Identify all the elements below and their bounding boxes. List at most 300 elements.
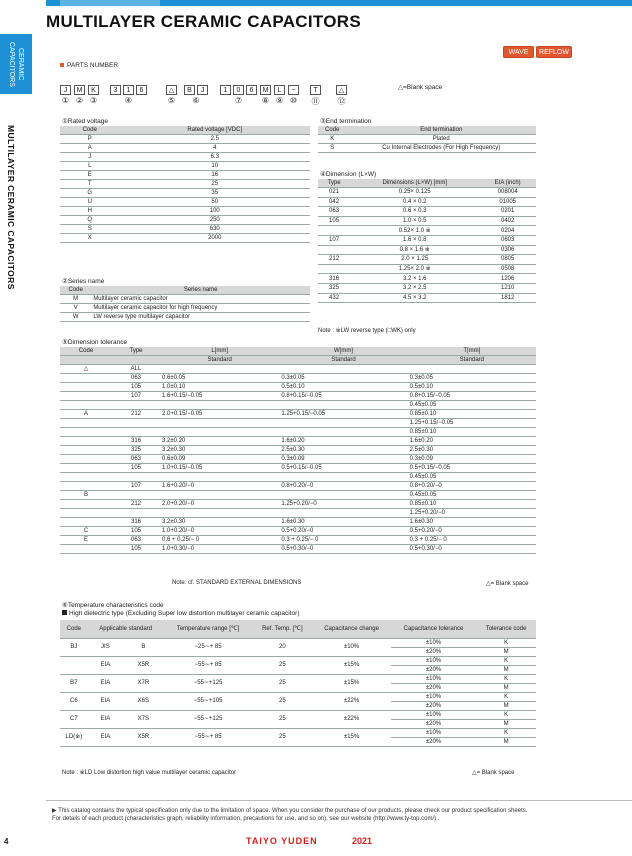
table-cell: 0.5+0.20/−0 xyxy=(408,527,536,536)
voltage-row xyxy=(60,153,310,162)
column-header: Code xyxy=(60,620,88,638)
table-cell: EIA xyxy=(88,656,123,674)
table-cell: 0.8+0.20/−0 xyxy=(279,482,407,491)
table-cell: 10 xyxy=(120,162,310,171)
table-cell: −55∼+ 85 xyxy=(164,728,253,746)
table-cell: 1812 xyxy=(479,293,536,303)
table-cell: ±10% xyxy=(391,656,476,665)
tolerance-row xyxy=(60,509,536,518)
table-cell: ±20% xyxy=(391,719,476,728)
table-cell: 0.85±0.10 xyxy=(408,410,536,419)
table-cell xyxy=(160,428,279,437)
temperature-subheading: High dielectric type (Excluding Super low distortion multilayer ceramic capacitor) xyxy=(62,610,299,617)
table-cell: ±20% xyxy=(391,683,476,692)
table-cell: ±20% xyxy=(391,737,476,746)
table-cell: 630 xyxy=(120,225,310,234)
table-cell: 25 xyxy=(120,180,310,189)
voltage-row xyxy=(60,189,310,198)
table-cell: 0.6±0.05 xyxy=(160,374,279,383)
table-cell: 1.25+0.20/−0 xyxy=(408,509,536,518)
table-cell: ±20% xyxy=(391,647,476,656)
table-cell xyxy=(60,473,112,482)
table-cell: 1.25+0.15/−0.05 xyxy=(279,410,407,419)
table-cell xyxy=(160,419,279,428)
table-cell: 1210 xyxy=(479,283,536,293)
table-cell: 100 xyxy=(120,207,310,216)
table-cell xyxy=(60,383,112,392)
tolerance-row xyxy=(60,518,536,527)
column-header: Series name xyxy=(91,286,310,295)
table-cell: M xyxy=(476,647,536,656)
tolerance-row xyxy=(60,401,536,410)
series-row xyxy=(60,295,310,304)
part-char-box: 1 xyxy=(220,85,231,95)
part-index-number: ① xyxy=(61,96,70,105)
tolerance-row xyxy=(60,374,536,383)
table-cell: 042 xyxy=(318,197,350,207)
tolerance-row xyxy=(60,527,536,536)
table-cell xyxy=(279,428,407,437)
side-category-tab[interactable]: CERAMIC CAPACITORS xyxy=(0,34,32,94)
tolerance-row xyxy=(60,545,536,554)
table-cell: 6.3 xyxy=(120,153,310,162)
temperature-row xyxy=(60,710,536,719)
voltage-row xyxy=(60,162,310,171)
table-cell xyxy=(60,392,112,401)
part-char-box: △ xyxy=(336,85,347,95)
table-cell: ALL xyxy=(112,365,160,374)
column-header: Temperature range [℃] xyxy=(164,620,253,638)
table-cell: 25 xyxy=(253,656,313,674)
footer-text: ▶ This catalog contains the typical specification only due to the limitation of space. When you consider the purchase of our products, please check our product specification sheets. For details of each product (characteristics graph, reliability information, precautions for use, and so on), see our website (http://www.ty-top.com/) . xyxy=(52,808,528,822)
table-cell: 1.6+0.15/−0.05 xyxy=(160,392,279,401)
table-cell: T xyxy=(60,180,120,189)
table-cell: BJ xyxy=(60,638,88,656)
page-number: 4 xyxy=(4,837,9,846)
table-cell xyxy=(112,428,160,437)
table-cell xyxy=(60,446,112,455)
table-cell: 0201 xyxy=(479,207,536,217)
table-cell xyxy=(112,401,160,410)
dimension-row xyxy=(318,226,536,236)
table-cell: V xyxy=(60,304,91,313)
table-cell: 316 xyxy=(112,437,160,446)
dimension-table xyxy=(318,179,536,303)
table-cell: 01005 xyxy=(479,197,536,207)
table-cell: K xyxy=(476,674,536,683)
table-cell: 2000 xyxy=(120,234,310,243)
part-char-box: − xyxy=(288,85,299,95)
table-cell: −55∼+105 xyxy=(164,692,253,710)
table-cell xyxy=(318,264,350,274)
column-header: Applicable standard xyxy=(88,620,164,638)
table-cell: 212 xyxy=(112,410,160,419)
table-cell: 1.6+0.20/−0 xyxy=(160,482,279,491)
table-cell: C xyxy=(60,527,112,536)
table-cell: −55∼+125 xyxy=(164,674,253,692)
table-cell: 021 xyxy=(318,188,350,198)
table-cell: 0.3±0.05 xyxy=(279,374,407,383)
table-cell: 063 xyxy=(112,455,160,464)
voltage-row xyxy=(60,180,310,189)
table-cell xyxy=(160,401,279,410)
table-cell: EIA xyxy=(88,728,123,746)
table-cell: K xyxy=(476,710,536,719)
table-cell: M xyxy=(476,737,536,746)
table-cell: 0.6 × 0.3 xyxy=(350,207,479,217)
part-index-number: ② xyxy=(75,96,84,105)
table-cell: 0.45±0.05 xyxy=(408,491,536,500)
table-cell: 0.85±0.10 xyxy=(408,500,536,509)
brand-logo: TAIYO YUDEN xyxy=(246,836,318,846)
column-header: Code xyxy=(60,286,91,295)
table-cell xyxy=(318,226,350,236)
column-header: Capacitance tolerance xyxy=(391,620,476,638)
temperature-row xyxy=(60,638,536,647)
page-title: MULTILAYER CERAMIC CAPACITORS xyxy=(46,12,362,31)
table-cell: 1.6±0.20 xyxy=(279,437,407,446)
table-cell xyxy=(279,365,407,374)
tolerance-note: Note: cf. STANDARD EXTERNAL DIMENSIONS xyxy=(172,580,302,586)
table-cell: 0.3 + 0.25/− 0 xyxy=(408,536,536,545)
end-termination-table xyxy=(318,126,536,153)
table-cell: ±10% xyxy=(391,710,476,719)
table-cell: 250 xyxy=(120,216,310,225)
table-cell: −55∼+125 xyxy=(164,710,253,728)
column-header: Rated voltage [VDC] xyxy=(120,126,310,135)
table-cell: 2.0+0.20/−0 xyxy=(160,500,279,509)
table-cell: 105 xyxy=(112,383,160,392)
table-cell: 2.5±0.30 xyxy=(279,446,407,455)
column-header: Tolerance code xyxy=(476,620,536,638)
table-cell: M xyxy=(476,701,536,710)
table-cell xyxy=(160,473,279,482)
parts-blank-note: △=Blank space xyxy=(398,84,443,91)
tolerance-row xyxy=(60,491,536,500)
voltage-row xyxy=(60,144,310,153)
reflow-badge: REFLOW xyxy=(536,46,572,58)
column-header: Code xyxy=(318,126,346,135)
table-cell: 0.45±0.05 xyxy=(408,473,536,482)
table-cell: 105 xyxy=(112,464,160,473)
table-cell: 2.5 xyxy=(120,135,310,144)
part-char-box: K xyxy=(88,85,99,95)
part-char-box: T xyxy=(310,85,321,95)
table-cell xyxy=(60,518,112,527)
table-cell: 1.6±0.30 xyxy=(279,518,407,527)
table-cell: B xyxy=(60,491,112,500)
table-cell: EIA xyxy=(88,692,123,710)
table-cell xyxy=(160,509,279,518)
table-cell xyxy=(60,464,112,473)
table-cell: 0508 xyxy=(479,264,536,274)
table-cell: ±15% xyxy=(312,656,391,674)
voltage-row xyxy=(60,135,310,144)
table-cell: A xyxy=(60,410,112,419)
part-char-box: M xyxy=(74,85,85,95)
table-cell: 008004 xyxy=(479,188,536,198)
part-index-number: ⑩ xyxy=(289,96,298,105)
temperature-row xyxy=(60,692,536,701)
column-header: T[mm] xyxy=(408,347,536,356)
table-cell: 25 xyxy=(253,674,313,692)
table-cell: 0.6 + 0.25/− 0 xyxy=(160,536,279,545)
termination-row xyxy=(318,144,536,153)
table-cell: 2.0 × 1.25 xyxy=(350,255,479,265)
table-cell: 25 xyxy=(253,710,313,728)
table-cell: X7S xyxy=(123,710,164,728)
table-cell: Plated xyxy=(346,135,536,144)
table-cell: 0.5+0.15/−0.05 xyxy=(408,464,536,473)
table-cell: 063 xyxy=(112,536,160,545)
table-cell: 0402 xyxy=(479,216,536,226)
temperature-blank-note: △= Blank space xyxy=(472,770,515,776)
table-cell: ±10% xyxy=(391,692,476,701)
table-cell: 432 xyxy=(318,293,350,303)
temperature-row xyxy=(60,656,536,665)
column-subheader: Standard xyxy=(160,356,279,365)
temperature-table xyxy=(60,620,536,747)
dimension-row xyxy=(318,188,536,198)
table-cell: 50 xyxy=(120,198,310,207)
table-cell: ±20% xyxy=(391,701,476,710)
table-cell: 0.5+0.30/−0 xyxy=(279,545,407,554)
table-cell: 0.52× 1.0 ※ xyxy=(350,226,479,236)
table-cell: W xyxy=(60,313,91,322)
table-cell xyxy=(60,509,112,518)
table-cell: 0.6±0.09 xyxy=(160,455,279,464)
table-cell: 0.45±0.05 xyxy=(408,401,536,410)
temperature-row xyxy=(60,728,536,737)
part-char-box: 6 xyxy=(246,85,257,95)
column-subheader: Standard xyxy=(408,356,536,365)
voltage-row xyxy=(60,225,310,234)
table-cell: EIA xyxy=(88,710,123,728)
tolerance-row xyxy=(60,365,536,374)
table-cell: 107 xyxy=(318,235,350,245)
tolerance-row xyxy=(60,437,536,446)
table-cell: 3.2 × 1.6 xyxy=(350,274,479,284)
table-cell: Multilayer ceramic capacitor xyxy=(91,295,310,304)
table-cell: 0306 xyxy=(479,245,536,255)
table-cell xyxy=(60,374,112,383)
table-cell xyxy=(60,482,112,491)
temperature-note: Note : ※LD Low distortion high value multilayer ceramic capacitor xyxy=(62,770,237,776)
table-cell xyxy=(318,245,350,255)
table-cell: −25∼+ 85 xyxy=(164,638,253,656)
table-cell: 0.8 × 1.6 ※ xyxy=(350,245,479,255)
table-cell xyxy=(112,509,160,518)
parts-number-heading: PARTS NUMBER xyxy=(60,62,118,69)
table-cell: 0204 xyxy=(479,226,536,236)
table-cell: 1.25× 2.0 ※ xyxy=(350,264,479,274)
table-cell: 063 xyxy=(318,207,350,217)
table-cell xyxy=(60,419,112,428)
table-cell: L xyxy=(60,162,120,171)
tolerance-row xyxy=(60,392,536,401)
table-cell xyxy=(60,455,112,464)
column-header: Ref. Temp. [℃] xyxy=(253,620,313,638)
table-cell: J xyxy=(60,153,120,162)
column-header: Code xyxy=(60,126,120,135)
dimension-row xyxy=(318,216,536,226)
table-cell: 1.6±0.20 xyxy=(408,437,536,446)
table-cell: 0.5+0.30/−0 xyxy=(408,545,536,554)
part-char-box: B xyxy=(184,85,195,95)
table-cell xyxy=(60,437,112,446)
table-cell xyxy=(408,365,536,374)
table-cell: K xyxy=(318,135,346,144)
table-cell: 2.0+0.15/−0.05 xyxy=(160,410,279,419)
column-subheader: Standard xyxy=(279,356,407,365)
table-cell: 0.85±0.10 xyxy=(408,428,536,437)
tolerance-row xyxy=(60,428,536,437)
series-name-heading: ②Series name xyxy=(62,278,105,285)
part-index-number: ⑥ xyxy=(192,96,200,105)
table-cell: ±15% xyxy=(312,728,391,746)
part-char-box: 6 xyxy=(136,85,147,95)
table-cell: 16 xyxy=(120,171,310,180)
table-cell xyxy=(160,365,279,374)
table-cell: 325 xyxy=(112,446,160,455)
table-cell: Multilayer ceramic capacitor for high frequency xyxy=(91,304,310,313)
table-cell: EIA xyxy=(88,674,123,692)
table-cell: X5R xyxy=(123,728,164,746)
table-cell xyxy=(60,545,112,554)
temperature-heading: ⑥Temperature characteristics code xyxy=(62,602,164,609)
table-cell: LW reverse type multilayer capacitor xyxy=(91,313,310,322)
table-cell: 105 xyxy=(318,216,350,226)
table-cell: 1.0+0.20/−0 xyxy=(160,527,279,536)
tolerance-row xyxy=(60,482,536,491)
column-header: Dimensions (L×W) [mm] xyxy=(350,179,479,188)
voltage-row xyxy=(60,198,310,207)
table-cell: 0.3 + 0.25/− 0 xyxy=(279,536,407,545)
tolerance-row xyxy=(60,536,536,545)
table-cell xyxy=(112,419,160,428)
table-cell xyxy=(279,401,407,410)
catalog-year: 2021 xyxy=(352,836,373,846)
tolerance-row xyxy=(60,464,536,473)
table-cell: 3.2±0.30 xyxy=(160,518,279,527)
temperature-row xyxy=(60,674,536,683)
part-index-number: ⑦ xyxy=(234,96,243,105)
table-cell xyxy=(60,428,112,437)
column-header: L[mm] xyxy=(160,347,279,356)
table-cell: 3.2±0.20 xyxy=(160,437,279,446)
table-cell: 1.6±0.30 xyxy=(408,518,536,527)
table-cell: −55∼+ 85 xyxy=(164,656,253,674)
wave-badge: WAVE xyxy=(503,46,534,58)
table-cell: 25 xyxy=(253,728,313,746)
table-cell: C7 xyxy=(60,710,88,728)
table-cell: ±10% xyxy=(391,638,476,647)
table-cell: △ xyxy=(60,365,112,374)
table-cell: H xyxy=(60,207,120,216)
tolerance-row xyxy=(60,410,536,419)
table-cell: 1.0 × 0.5 xyxy=(350,216,479,226)
table-cell: 0.8+0.20/−0 xyxy=(408,482,536,491)
table-cell xyxy=(279,419,407,428)
table-cell: S xyxy=(318,144,346,153)
table-cell: X5R xyxy=(123,656,164,674)
table-cell: ±10% xyxy=(391,728,476,737)
footer-divider xyxy=(46,800,632,801)
part-index-number: ⑨ xyxy=(275,96,284,105)
table-cell: K xyxy=(476,728,536,737)
table-cell: X7R xyxy=(123,674,164,692)
table-cell: 1.6 × 0.8 xyxy=(350,235,479,245)
table-cell: 0.5+0.20/−0 xyxy=(279,527,407,536)
table-cell: 25 xyxy=(253,692,313,710)
dimension-row xyxy=(318,274,536,284)
dimension-row xyxy=(318,293,536,303)
table-cell: K xyxy=(476,656,536,665)
column-header: W[mm] xyxy=(279,347,407,356)
dimension-row xyxy=(318,283,536,293)
part-char-box: L xyxy=(274,85,285,95)
table-cell: 0805 xyxy=(479,255,536,265)
table-cell xyxy=(160,491,279,500)
tolerance-row xyxy=(60,419,536,428)
dimension-row xyxy=(318,207,536,217)
dimension-note: Note : ※LW reverse type (□WK) only xyxy=(318,328,416,334)
table-cell: ±20% xyxy=(391,665,476,674)
table-cell xyxy=(60,401,112,410)
table-cell: X6S xyxy=(123,692,164,710)
table-cell: Q xyxy=(60,216,120,225)
table-cell: 1206 xyxy=(479,274,536,284)
table-cell: 0.3±0.05 xyxy=(408,374,536,383)
part-char-box: 0 xyxy=(233,85,244,95)
voltage-row xyxy=(60,216,310,225)
table-cell: P xyxy=(60,135,120,144)
table-cell: S xyxy=(60,225,120,234)
table-cell: U xyxy=(60,198,120,207)
table-cell: 20 xyxy=(253,638,313,656)
column-header: Type xyxy=(318,179,350,188)
tolerance-heading: ⑤Dimension tolerance xyxy=(62,339,128,346)
table-cell: 3.2±0.30 xyxy=(160,446,279,455)
part-char-box: 1 xyxy=(123,85,134,95)
part-char-box: △ xyxy=(166,85,177,95)
table-cell xyxy=(279,491,407,500)
voltage-row xyxy=(60,207,310,216)
column-subheader xyxy=(112,356,160,365)
table-cell: 0.5±0.10 xyxy=(279,383,407,392)
table-cell: ±15% xyxy=(312,674,391,692)
table-cell: M xyxy=(476,719,536,728)
part-index-number: ⑫ xyxy=(337,97,346,106)
table-cell xyxy=(112,473,160,482)
dimension-row xyxy=(318,245,536,255)
part-index-number: ③ xyxy=(89,96,98,105)
part-char-box: M xyxy=(260,85,271,95)
table-cell: 105 xyxy=(112,527,160,536)
column-header: Code xyxy=(60,347,112,356)
table-cell: 35 xyxy=(120,189,310,198)
table-cell: 212 xyxy=(318,255,350,265)
dimension-row xyxy=(318,264,536,274)
dimension-row xyxy=(318,235,536,245)
termination-row xyxy=(318,135,536,144)
table-cell xyxy=(60,656,88,674)
part-char-box: J xyxy=(60,85,71,95)
table-cell: X xyxy=(60,234,120,243)
tolerance-blank-note: △= Blank space xyxy=(486,581,529,587)
table-cell: E xyxy=(60,171,120,180)
series-row xyxy=(60,304,310,313)
